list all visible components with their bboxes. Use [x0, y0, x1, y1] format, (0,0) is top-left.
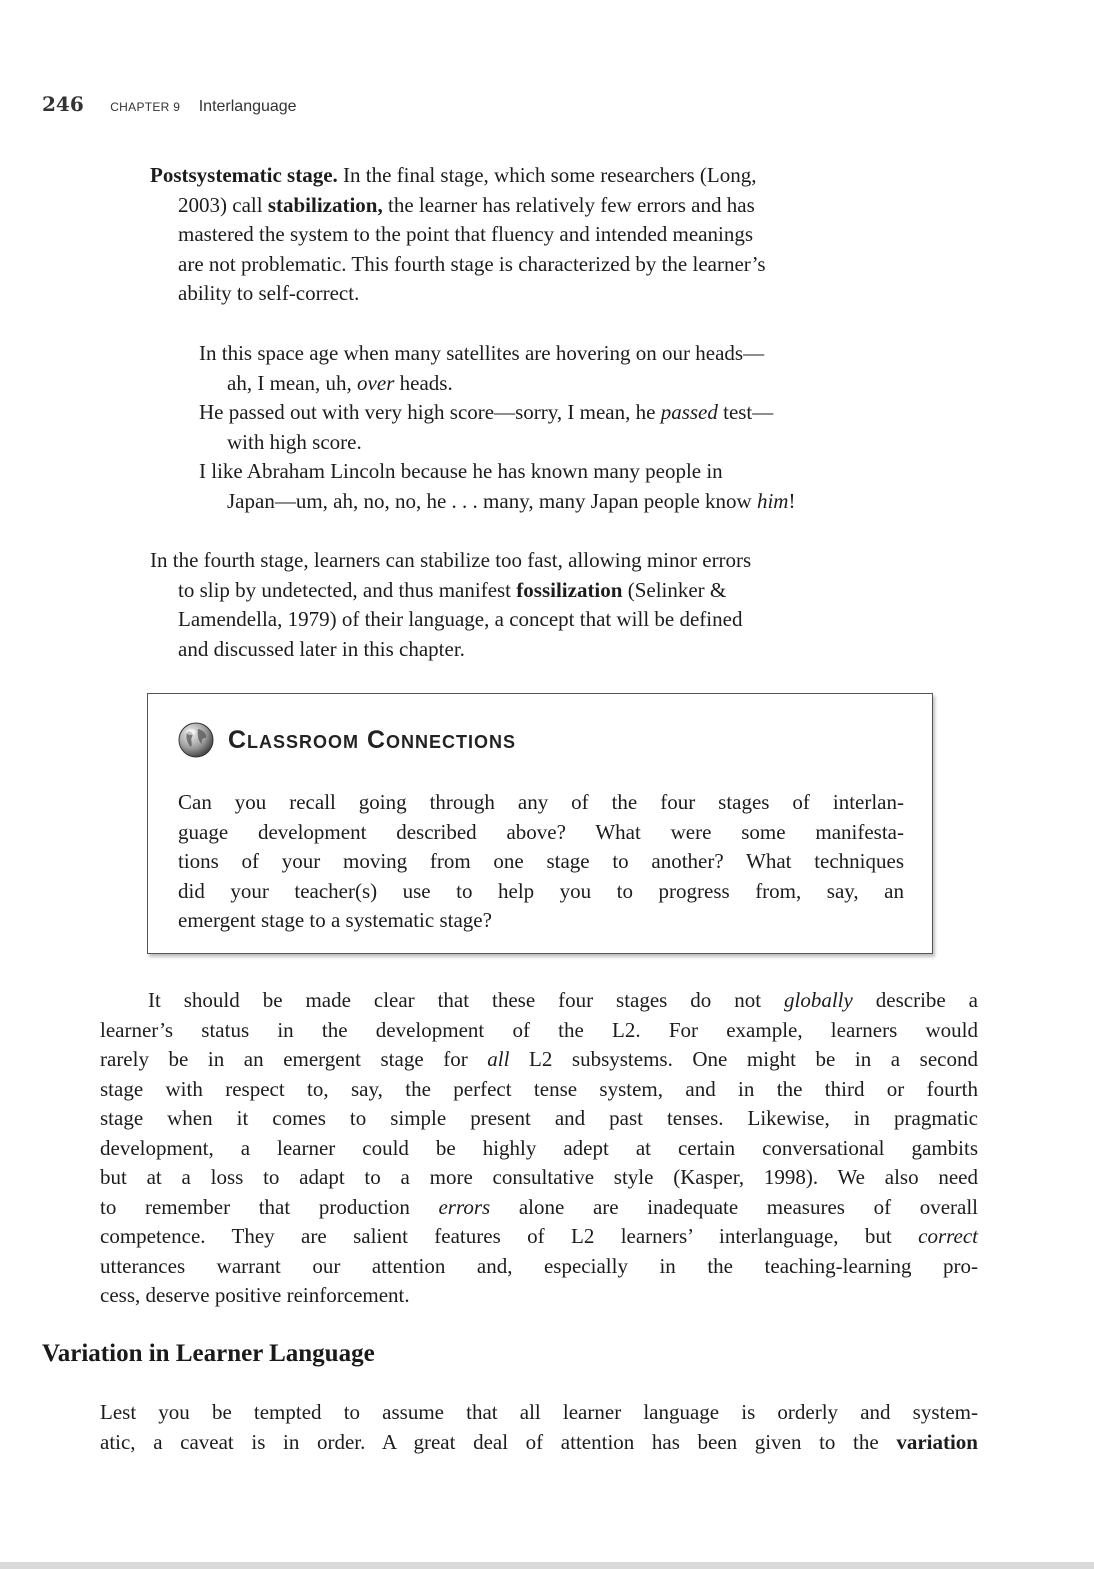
text-line: emergent stage to a systematic stage?: [178, 908, 492, 932]
chapter-title: Interlanguage: [198, 98, 297, 115]
text-line: In the fourth stage, learners can stabilize too fast, allowing minor errors: [150, 548, 752, 572]
term-stabilization: stabilization,: [267, 192, 383, 217]
text-span: atic, a caveat is in order. A great deal of attention has been given to the: [100, 1429, 897, 1454]
italic-span: correct: [918, 1224, 978, 1248]
text-line: Lest you be tempted to assume that all learner language is orderly and system-: [100, 1400, 978, 1424]
italic-span: passed: [660, 400, 718, 424]
text-span: In the final stage, which some researchers (Long,: [337, 163, 757, 187]
chapter-label: CHAPTER 9: [110, 100, 181, 114]
text-line: mastered the system to the point that fluency and intended meanings: [178, 222, 754, 246]
box-body: [178, 788, 904, 936]
example-line: [199, 487, 999, 517]
text-line: cess, deserve positive reinforcement.: [100, 1283, 410, 1307]
example-line: In this space age when many satellites are hovering on our heads—: [199, 341, 765, 365]
text-span: alone are inadequate measures of overall: [490, 1194, 978, 1219]
text-span: to slip by undetected, and thus manifest: [178, 577, 517, 602]
text-span: competence. They are salient features of L2 learners’ interlanguage, but: [100, 1224, 919, 1248]
stages-paragraph: [100, 986, 978, 1311]
text-line: [150, 191, 970, 221]
example-line: [199, 369, 999, 399]
bottom-divider: [0, 1562, 1094, 1569]
text-line: tions of your moving from one stage to another? What techniques: [178, 849, 904, 873]
fourth-stage-paragraph: [150, 546, 970, 664]
italic-span: over: [357, 370, 395, 395]
italic-span: globally: [784, 988, 853, 1012]
text-line: Lamendella, 1979) of their language, a concept that will be defined: [178, 607, 743, 631]
text-span: heads.: [394, 370, 453, 395]
box-title: Classroom Connections: [228, 725, 517, 754]
text-line: [150, 161, 970, 191]
text-line: development, a learner could be highly adept at certain conversational gambits: [100, 1135, 978, 1160]
example-list: [199, 339, 999, 516]
text-line: [150, 576, 970, 606]
text-span: ah, I mean, uh,: [227, 370, 358, 395]
text-line: and discussed later in this chapter.: [178, 636, 465, 661]
running-head: [42, 92, 297, 116]
text-line: stage when it comes to simple present and past tenses. Likewise, in pragmatic: [100, 1106, 978, 1130]
text-span: to remember that production: [100, 1194, 439, 1219]
text-span: (Selinker &: [622, 577, 727, 602]
text-line: [100, 1222, 978, 1252]
term-fossilization: fossilization: [516, 577, 623, 602]
text-line: ability to self-correct.: [178, 281, 360, 305]
box-header: [178, 722, 516, 758]
italic-span: him: [756, 488, 789, 513]
text-span: He passed out with very high score—sorry, I mean, he: [199, 400, 661, 424]
text-line: Can you recall going through any of the four stages of interlan-: [178, 790, 904, 814]
text-span: the learner has relatively few errors and has: [382, 192, 755, 217]
text-line: [100, 1428, 978, 1458]
text-line: [100, 1193, 978, 1223]
term-postsystematic: Postsystematic stage.: [150, 163, 338, 187]
postsystematic-paragraph: [150, 161, 970, 309]
text-line: are not problematic. This fourth stage is characterized by the learner’s: [178, 251, 766, 276]
text-span: test—: [717, 400, 774, 424]
text-line: guage development described above? What were some manifesta-: [178, 819, 904, 844]
text-span: describe a: [852, 988, 978, 1012]
text-span: L2 subsystems. One might be in a second: [509, 1047, 978, 1071]
example-line: [199, 398, 999, 428]
globe-icon: [178, 722, 214, 758]
text-span: rarely be in an emergent stage for: [100, 1047, 488, 1071]
text-line: but at a loss to adapt to a more consultative style (Kasper, 1998). We also need: [100, 1165, 978, 1189]
text-line: learner’s status in the development of the L2. For example, learners would: [100, 1017, 978, 1042]
page-number: 246: [42, 92, 84, 116]
text-line: [100, 1045, 978, 1075]
text-span: !: [788, 488, 796, 513]
section-heading: Variation in Learner Language: [42, 1340, 375, 1367]
example-line: with high score.: [227, 429, 362, 454]
term-variation: variation: [896, 1429, 978, 1454]
text-span: Japan—um, ah, no, no, he . . . many, many Japan people know: [227, 488, 757, 513]
text-line: did your teacher(s) use to help you to progress from, say, an: [178, 878, 904, 903]
variation-paragraph: [100, 1398, 978, 1457]
classroom-connections-box: [147, 693, 933, 954]
text-span: 2003) call: [178, 192, 268, 217]
text-line: stage with respect to, say, the perfect tense system, and in the third or fourth: [100, 1076, 978, 1101]
italic-span: all: [487, 1047, 510, 1071]
text-line: utterances warrant our attention and, especially in the teaching-learning pro-: [100, 1253, 978, 1278]
italic-span: errors: [438, 1194, 491, 1219]
example-line: I like Abraham Lincoln because he has known many people in: [199, 459, 723, 483]
text-line: [100, 986, 978, 1016]
text-span: It should be made clear that these four stages do not: [148, 988, 785, 1012]
